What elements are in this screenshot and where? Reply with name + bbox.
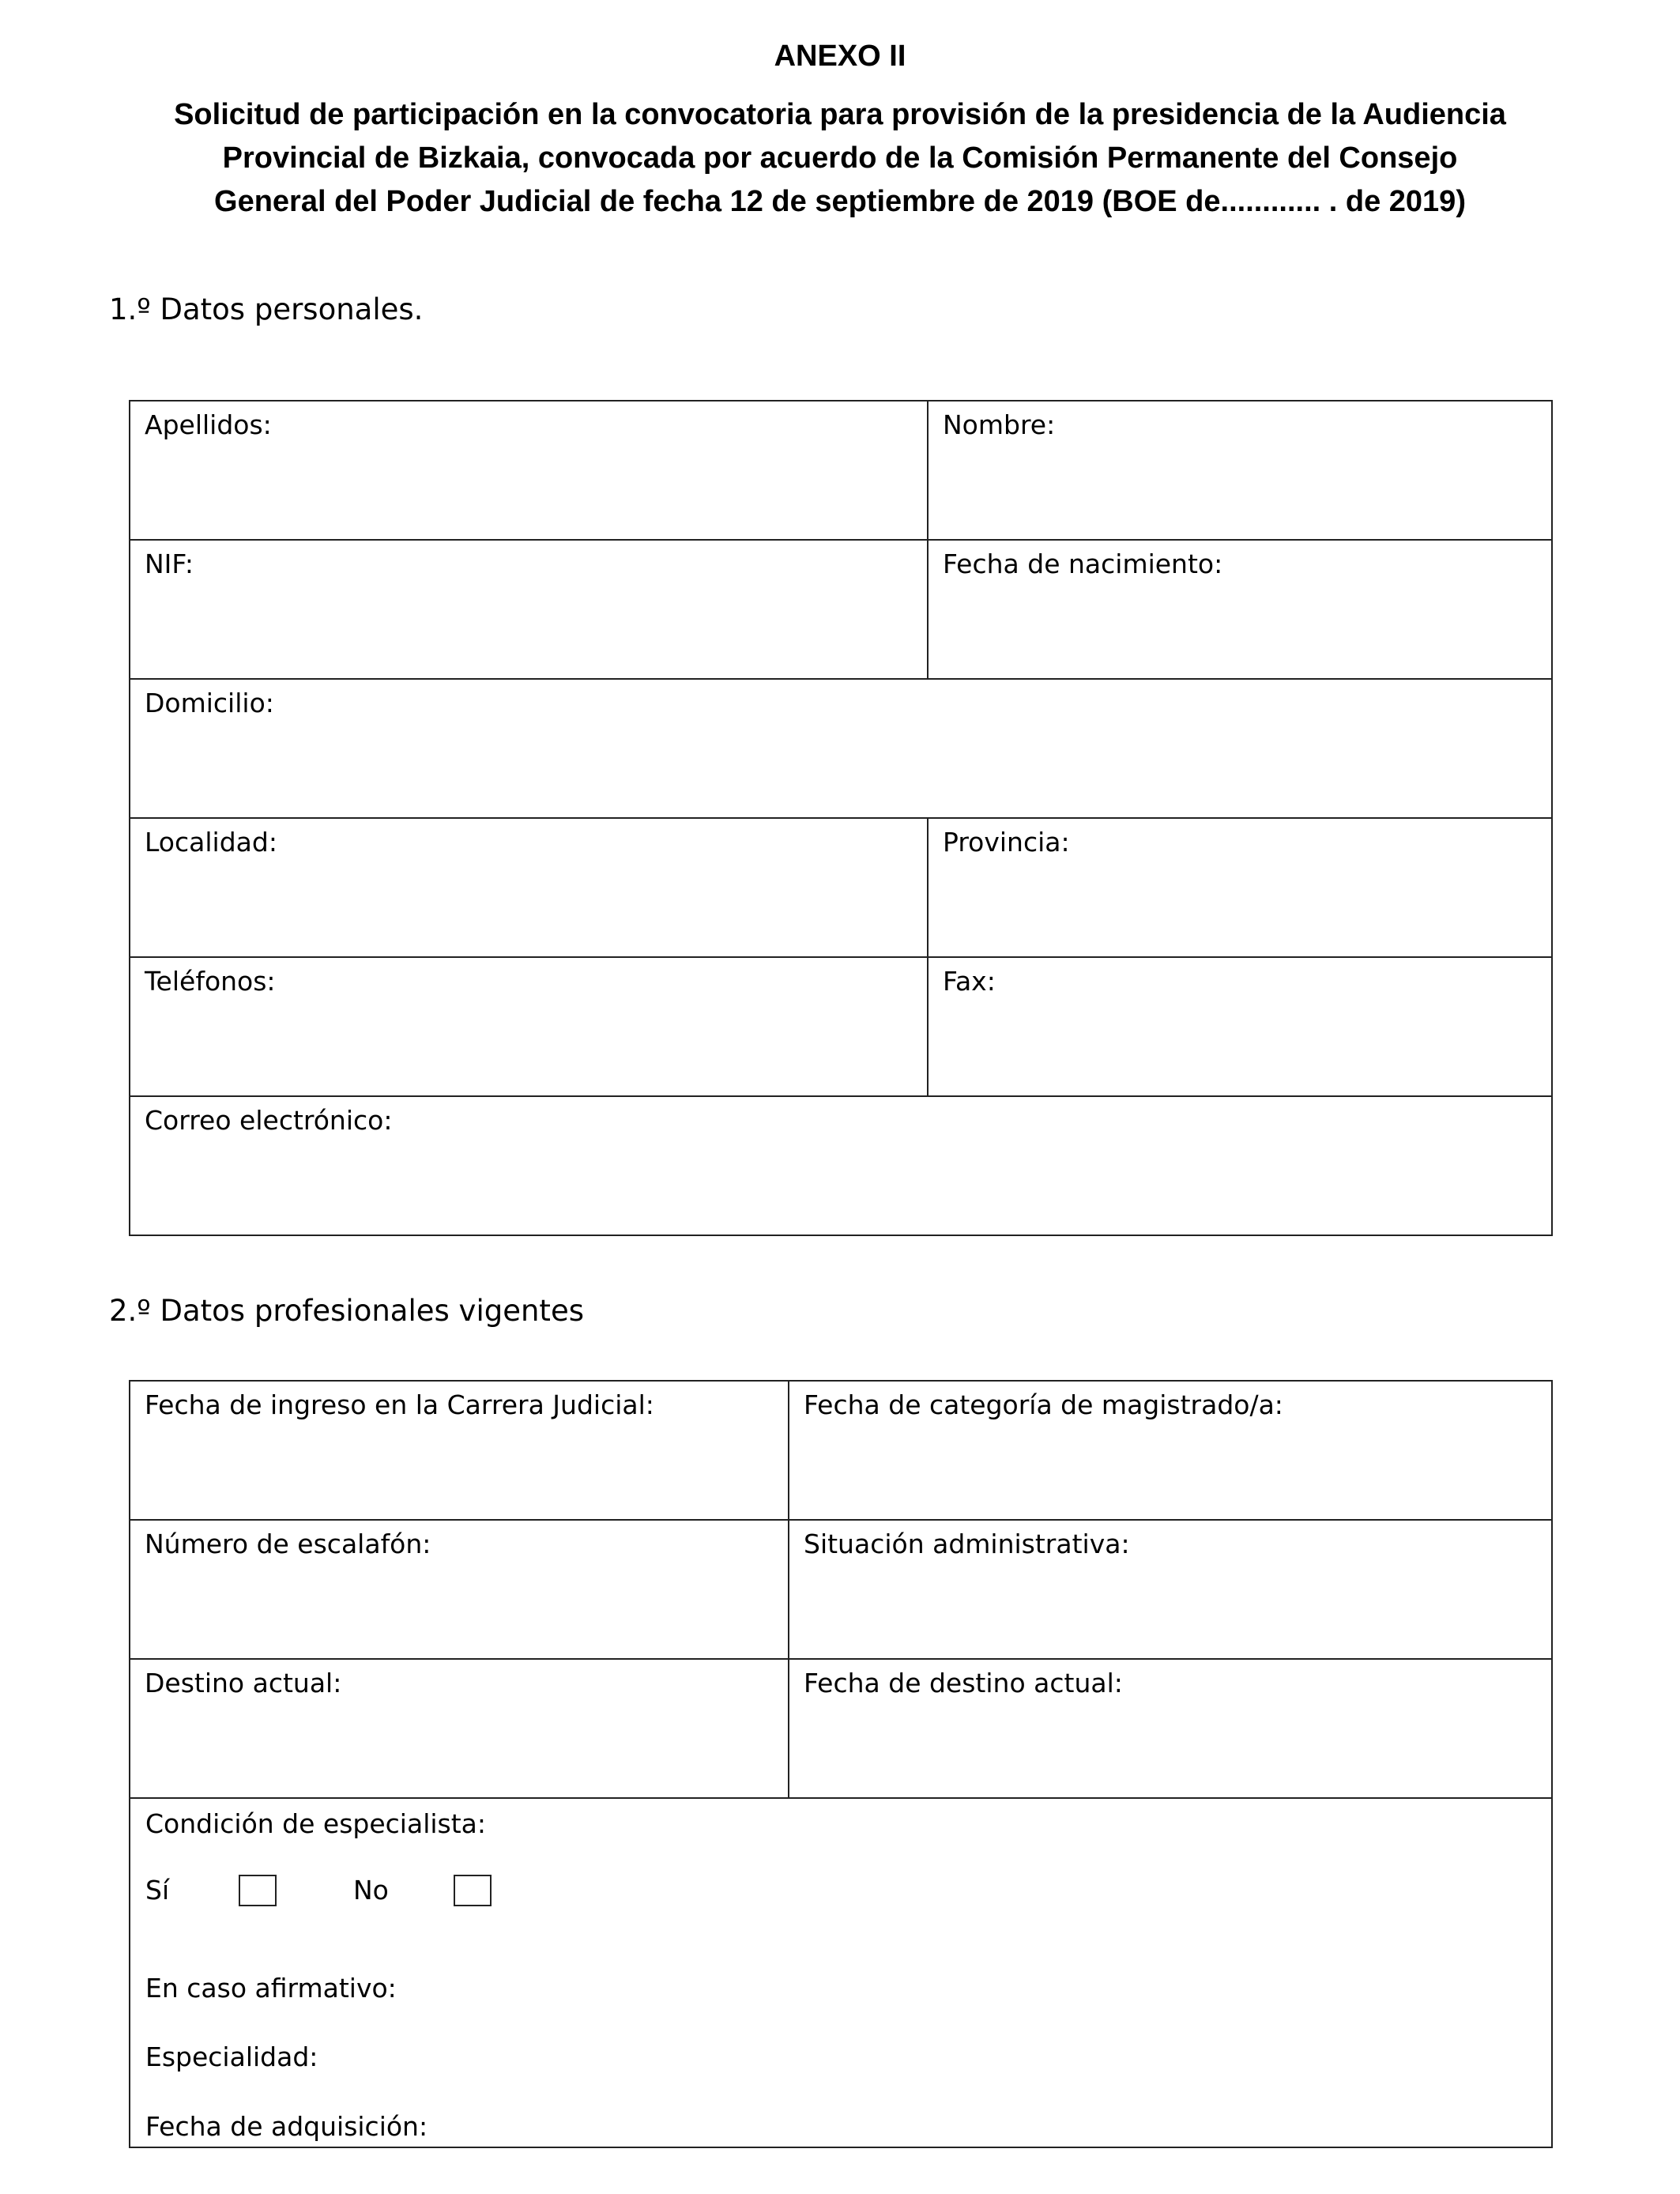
localidad-field[interactable] xyxy=(130,818,928,957)
no-label: No xyxy=(353,1875,389,1906)
nif-field[interactable] xyxy=(130,540,928,679)
subtitle-line: Provincial de Bizkaia, convocada por acuerdo de la Comisión Permanente del Consejo xyxy=(222,141,1458,175)
provincia-label: Provincia: xyxy=(943,827,1070,858)
telefonos-field[interactable] xyxy=(130,957,928,1096)
situacion-administrativa-label: Situación administrativa: xyxy=(804,1529,1130,1559)
section-personal-heading: 1.º Datos personales. xyxy=(109,292,424,326)
fecha-nacimiento-field[interactable] xyxy=(928,540,1552,679)
numero-escalafon-label: Número de escalafón: xyxy=(145,1529,431,1559)
fecha-ingreso-field[interactable] xyxy=(130,1381,789,1520)
fecha-categoria-field[interactable] xyxy=(789,1381,1552,1520)
subtitle-line: Solicitud de participación en la convocatoria para provisión de la presidencia de la Audiencia xyxy=(174,98,1506,131)
subtitle-line: General del Poder Judicial de fecha 12 de septiembre de 2019 (BOE de............ . de 2019) xyxy=(214,185,1466,218)
nombre-label: Nombre: xyxy=(943,409,1056,440)
especialista-section xyxy=(130,1798,1552,2147)
destino-actual-label: Destino actual: xyxy=(145,1668,342,1698)
correo-field[interactable] xyxy=(130,1096,1552,1235)
fecha-destino-actual-label: Fecha de destino actual: xyxy=(804,1668,1123,1698)
en-caso-afirmativo-label: En caso afirmativo: xyxy=(145,1973,397,2004)
si-label: Sí xyxy=(145,1875,170,1906)
si-checkbox[interactable] xyxy=(239,1875,277,1906)
apellidos-label: Apellidos: xyxy=(145,409,272,440)
condicion-especialista-label: Condición de especialista: xyxy=(145,1808,486,1839)
fecha-destino-actual-field[interactable] xyxy=(789,1659,1552,1798)
apellidos-field[interactable] xyxy=(130,401,928,540)
fax-field[interactable] xyxy=(928,957,1552,1096)
no-checkbox[interactable] xyxy=(454,1875,492,1906)
localidad-label: Localidad: xyxy=(145,827,277,858)
nombre-field[interactable] xyxy=(928,401,1552,540)
fecha-categoria-label: Fecha de categoría de magistrado/a: xyxy=(804,1389,1283,1420)
document-title: ANEXO II xyxy=(774,40,906,73)
section-professional-heading: 2.º Datos profesionales vigentes xyxy=(109,1294,584,1328)
document-subtitle xyxy=(119,93,1561,224)
numero-escalafon-field[interactable] xyxy=(130,1520,789,1659)
domicilio-label: Domicilio: xyxy=(145,688,274,718)
fecha-ingreso-label: Fecha de ingreso en la Carrera Judicial: xyxy=(145,1389,654,1420)
fecha-nacimiento-label: Fecha de nacimiento: xyxy=(943,548,1223,579)
fax-label: Fax: xyxy=(943,966,996,997)
professional-data-table xyxy=(129,1380,1551,2148)
especialidad-label: Especialidad: xyxy=(145,2041,318,2072)
telefonos-label: Teléfonos: xyxy=(145,966,276,997)
domicilio-field[interactable] xyxy=(130,679,1552,818)
nif-label: NIF: xyxy=(145,548,194,579)
correo-label: Correo electrónico: xyxy=(145,1105,393,1136)
situacion-administrativa-field[interactable] xyxy=(789,1520,1552,1659)
fecha-adquisicion-label: Fecha de adquisición: xyxy=(145,2111,428,2142)
provincia-field[interactable] xyxy=(928,818,1552,957)
personal-data-table xyxy=(129,400,1551,1236)
destino-actual-field[interactable] xyxy=(130,1659,789,1798)
